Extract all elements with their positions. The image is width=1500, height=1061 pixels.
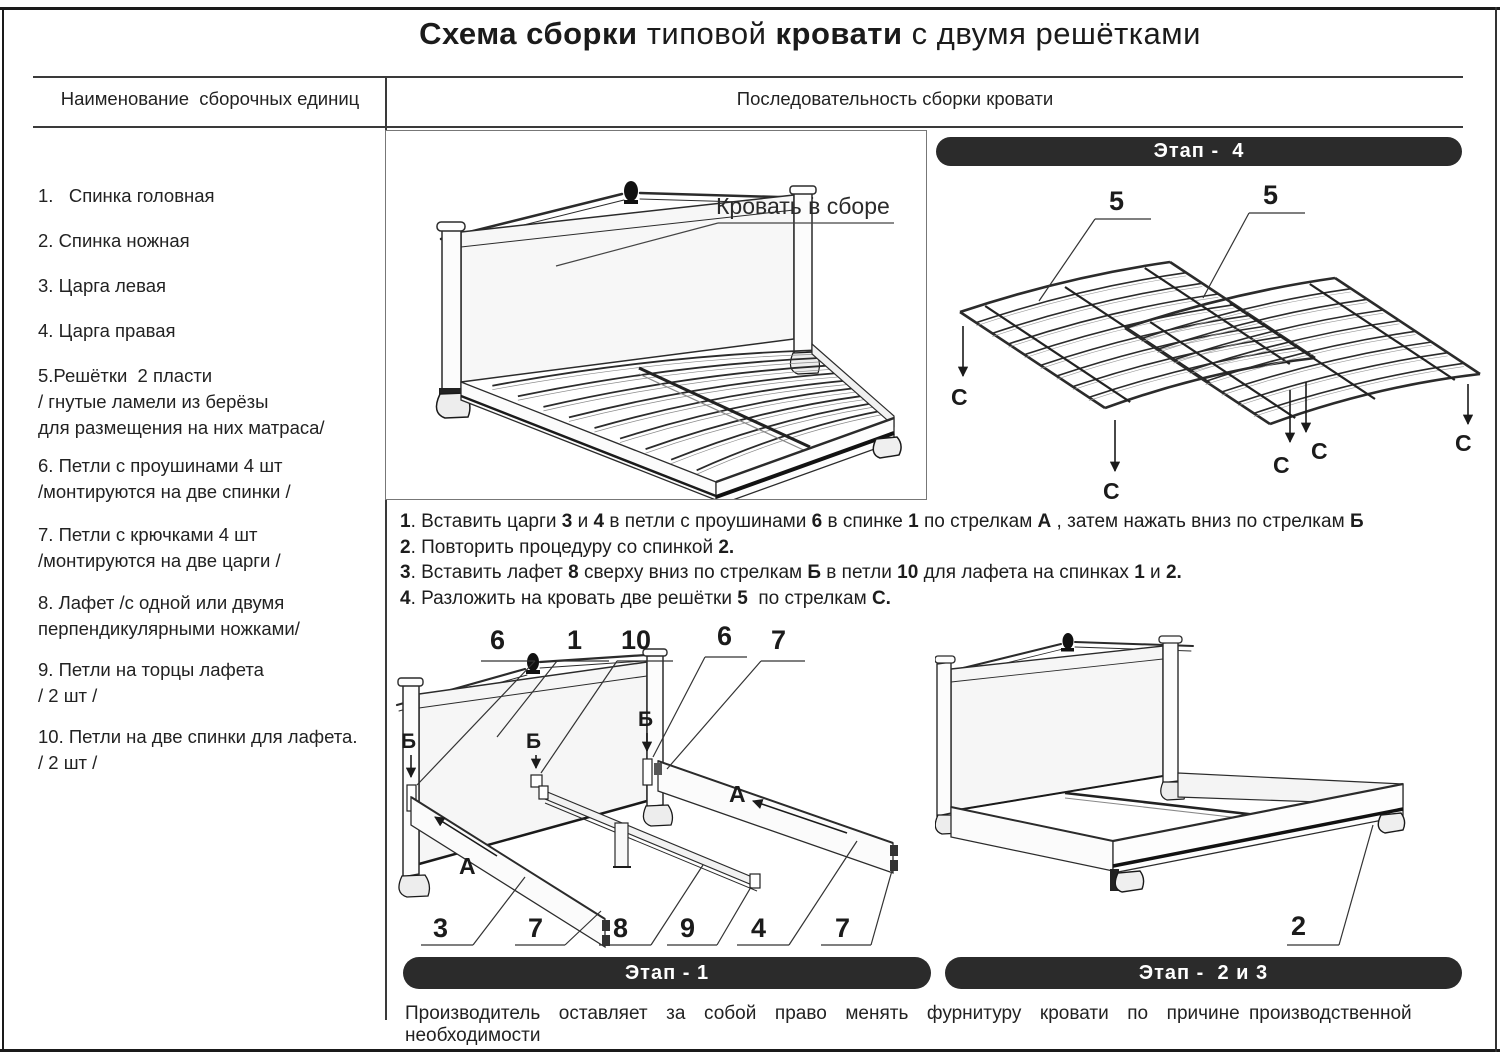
left-side-rail	[951, 807, 1113, 871]
bed-foot	[1378, 813, 1404, 833]
page-border-left	[2, 7, 4, 1052]
column-header-parts: Наименование сборочных единиц	[60, 88, 360, 109]
bed-foot	[643, 805, 672, 826]
bed-foot	[1115, 871, 1143, 892]
list-item: 9. Петли на торцы лафета / 2 шт /	[38, 659, 264, 706]
arrow-letter-c: С	[951, 384, 968, 410]
instruction-line: 2. Повторить процедуру со спинкой 2.	[400, 536, 735, 558]
arrow-letter-c: С	[1311, 438, 1328, 464]
bed-foot	[399, 875, 430, 897]
headboard-left-post	[442, 228, 461, 395]
eyelet-hinge	[643, 759, 652, 785]
hook-hinge	[602, 920, 610, 931]
stage4-drawing	[935, 168, 1500, 505]
right-side-rail	[812, 344, 894, 426]
list-item: 6. Петли с проушинами 4 шт /монтируются на две спинки /	[38, 455, 291, 502]
list-item: 7. Петли с крючками 4 шт /монтируются на две царги /	[38, 524, 281, 571]
headboard-left-post	[403, 684, 419, 877]
list-item: 1. Спинка головная	[38, 185, 215, 206]
bed-foot	[873, 437, 901, 458]
page-border-bottom	[0, 1049, 1500, 1052]
center-beam	[639, 368, 810, 447]
part-label-4: 4	[751, 913, 767, 943]
stage4-header-pill: Этап - 4	[936, 137, 1462, 166]
center-hinge	[531, 775, 542, 787]
list-item: 8. Лафет /с одной или двумя перпендикулярными ножками/	[38, 592, 300, 639]
arrow-letter-c: С	[1103, 478, 1120, 504]
lafet-leg	[615, 823, 628, 867]
panel-stage23	[935, 615, 1500, 958]
part-label-6: 6	[490, 625, 506, 655]
part-label-5: 5	[1263, 180, 1279, 210]
part-label-1: 1	[567, 625, 583, 655]
finial-icon	[1063, 633, 1074, 649]
part-label-2: 2	[1291, 911, 1307, 941]
stage23-header-pill: Этап - 2 и 3	[945, 957, 1462, 989]
headboard-right-post	[1163, 642, 1178, 783]
part-label-3: 3	[433, 913, 449, 943]
list-item: 10. Петли на две спинки для лафета. / 2 шт /	[38, 726, 358, 773]
panel-stage1	[395, 615, 935, 958]
arrow-letter-a: А	[459, 853, 476, 879]
header-rule-top	[33, 76, 1463, 78]
instruction-line: 4. Разложить на кровать две решётки 5 по стрелкам С.	[400, 587, 891, 609]
part-label-7: 7	[771, 625, 787, 655]
list-item: 2. Спинка ножная	[38, 230, 190, 251]
arrow-letter-b: Б	[401, 730, 417, 753]
footer-note: Производитель оставляет за собой право менять фурнитуру кровати по причине производственной необходимости	[405, 1003, 1421, 1046]
stage23-drawing	[935, 615, 1500, 958]
assembled-bed-callout: Кровать в сборе	[716, 193, 890, 219]
lafet-end-hinge	[539, 786, 548, 799]
page-title: Схема сборки типовой кровати с двумя решётками	[419, 16, 1201, 51]
lafet-end-hinge	[750, 874, 760, 888]
headboard-left-post	[937, 662, 951, 816]
stage1-header-pill: Этап - 1	[403, 957, 931, 989]
part-label-5: 5	[1109, 186, 1125, 216]
instruction-line: 1. Вставить царги 3 и 4 в петли с проушинами 6 в спинке 1 по стрелкам А , затем нажать вниз по стрелкам Б	[400, 511, 1364, 532]
instruction-line: 3. Вставить лафет 8 сверху вниз по стрелкам Б в петли 10 для лафета на спинках 1 и 2.	[400, 562, 1182, 583]
part-label-8: 8	[613, 913, 629, 943]
part-label-9: 9	[680, 913, 696, 943]
page-border-top	[0, 7, 1500, 10]
list-item: 3. Царга левая	[38, 275, 167, 296]
hook-hinge	[890, 845, 898, 856]
panel-assembled-bed	[385, 130, 927, 500]
part-label-10: 10	[621, 625, 652, 655]
assembly-instructions	[400, 509, 1498, 611]
header-rule-bottom	[33, 126, 1463, 128]
column-header-sequence: Последовательность сборки кровати	[736, 88, 1054, 109]
part-label-7: 7	[835, 913, 851, 943]
arrow-letter-c: С	[1455, 430, 1472, 456]
assembled-bed-drawing	[386, 131, 926, 499]
finial-icon	[624, 181, 638, 201]
hook-hinge	[890, 860, 898, 871]
hook-hinge	[654, 763, 662, 775]
stage1-drawing	[395, 615, 935, 958]
list-item: 4. Царга правая	[38, 320, 176, 341]
part-label-6: 6	[717, 621, 733, 651]
part-label-7: 7	[528, 913, 544, 943]
arrow-letter-b: Б	[526, 730, 542, 753]
hook-hinge	[602, 935, 610, 946]
panel-stage4	[935, 168, 1500, 505]
arrow-letter-a: А	[729, 781, 746, 807]
list-item: 5.Решётки 2 пласти / гнутые ламели из берёзы для размещения на них матраса/	[38, 365, 325, 438]
arrow-letter-b: Б	[638, 708, 654, 731]
arrow-letter-c: С	[1273, 452, 1290, 478]
